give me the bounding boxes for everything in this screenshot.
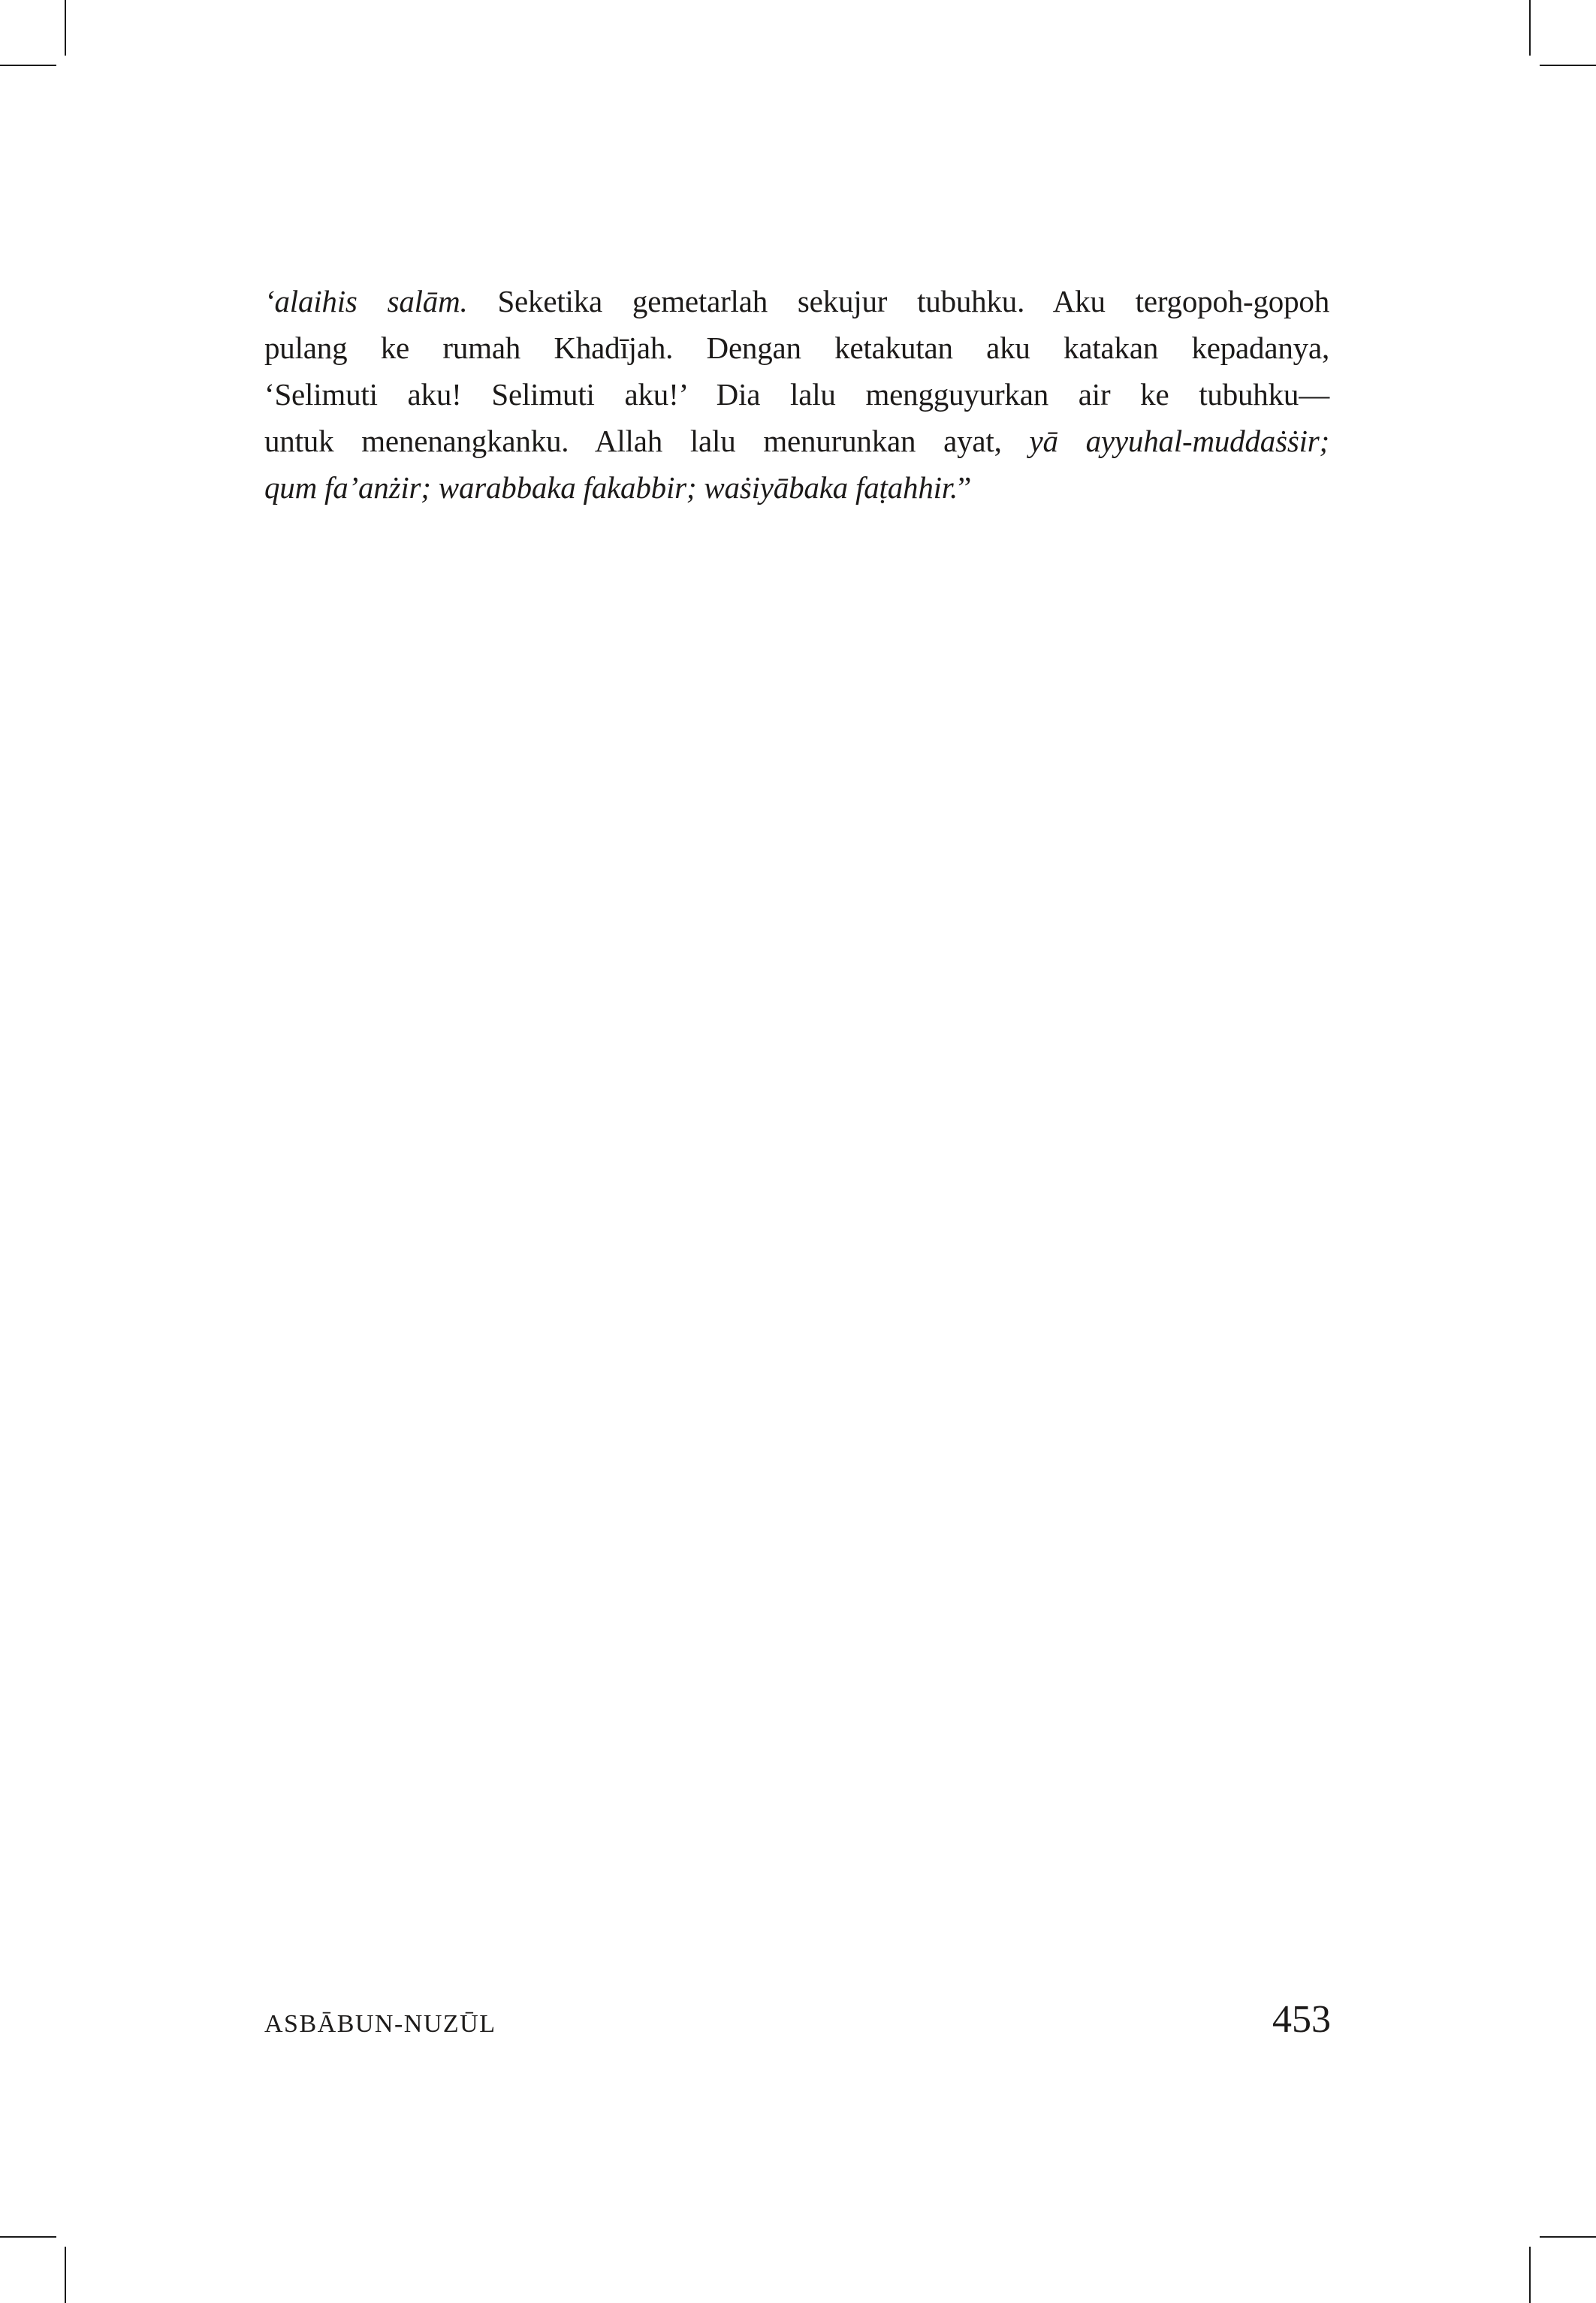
roman-text-segment: Seketika gemetarlah sekujur tubuhku. Aku tergopoh-gopoh bbox=[467, 284, 1329, 318]
text-line bbox=[264, 371, 1329, 418]
page-number: 453 bbox=[1272, 1998, 1331, 2041]
crop-mark-bottom-right-horizontal bbox=[1540, 2236, 1596, 2238]
italic-text-segment: qum fa’anżir; warabbaka fakabbir; waṡiyābaka faṭahhir. bbox=[264, 470, 958, 505]
crop-mark-bottom-left-vertical bbox=[65, 2247, 66, 2303]
text-line bbox=[264, 418, 1329, 464]
roman-text-segment: pulang ke rumah Khadījah. Dengan ketakutan aku katakan kepadanya, bbox=[264, 331, 1329, 365]
paragraph bbox=[264, 278, 1329, 511]
crop-mark-top-left-vertical bbox=[65, 0, 66, 56]
page-footer bbox=[264, 1997, 1331, 2042]
crop-mark-top-right-vertical bbox=[1529, 0, 1531, 56]
text-line bbox=[264, 324, 1329, 371]
crop-mark-bottom-left-horizontal bbox=[0, 2236, 56, 2238]
italic-text-segment: yā ayyuhal-muddaṡṡir; bbox=[1029, 424, 1329, 458]
text-line bbox=[264, 278, 1329, 324]
roman-text-segment: ‘Selimuti aku! Selimuti aku!’ Dia lalu mengguyurkan air ke tubuhku— bbox=[264, 377, 1329, 412]
crop-mark-bottom-right-vertical bbox=[1529, 2247, 1531, 2303]
roman-text-segment: untuk menenangkanku. Allah lalu menurunkan ayat, bbox=[264, 424, 1030, 458]
roman-text-segment: ” bbox=[958, 470, 972, 505]
crop-mark-top-right-horizontal bbox=[1540, 65, 1596, 66]
italic-text-segment: ‘alaihis salām. bbox=[264, 284, 468, 318]
running-title: ASBĀBUN-NUZŪL bbox=[264, 2010, 496, 2038]
text-line bbox=[264, 464, 1329, 511]
crop-mark-top-left-horizontal bbox=[0, 65, 56, 66]
